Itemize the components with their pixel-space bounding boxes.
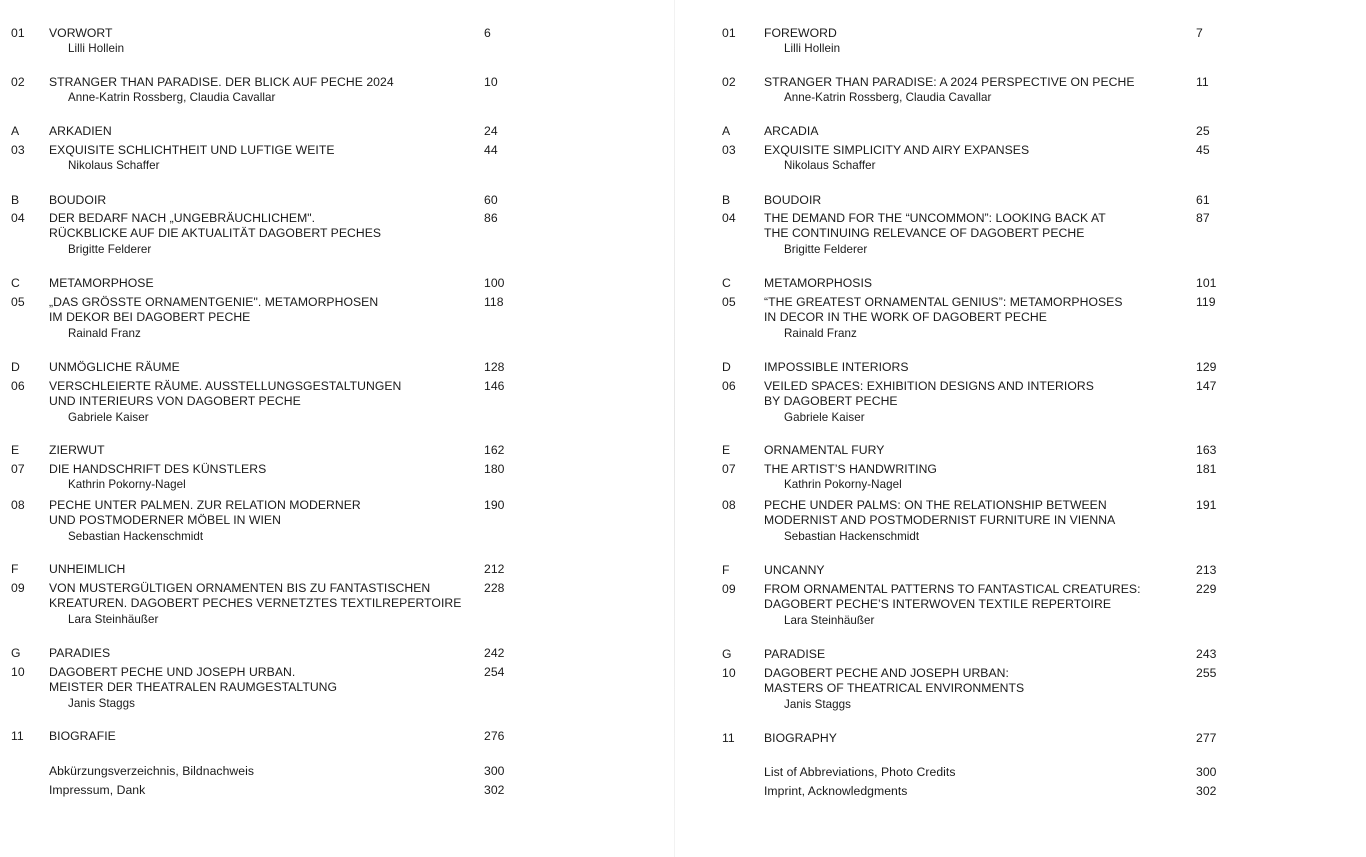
toc-entry-title: UNMÖGLICHE RÄUME [49,360,180,374]
toc-entry-number: 11 [11,729,24,743]
toc-entry-title-line2: MASTERS OF THEATRICAL ENVIRONMENTS [764,681,1025,696]
toc-entry-page-number: 87 [1196,211,1210,225]
toc-entry-title: Abkürzungsverzeichnis, Bildnachweis [49,764,254,778]
toc-entry-title: ARCADIA [764,124,819,138]
toc-entry-page-number: 7 [1196,26,1203,40]
toc-entry-page-number: 162 [484,443,505,457]
toc-entry-number: 11 [722,731,735,745]
toc-entry-number: E [722,443,731,457]
toc-entry-title: PARADISE [764,647,826,661]
toc-entry-page-number: 243 [1196,647,1217,661]
toc-entry-number: F [722,563,730,577]
toc-entry-page-number: 212 [484,562,505,576]
toc-entry-title-line2: KREATUREN. DAGOBERT PECHES VERNETZTES TEXTILREPERTOIRE [49,596,462,611]
toc-entry-author: Anne-Katrin Rossberg, Claudia Cavallar [784,91,992,105]
toc-entry-title: PECHE UNTER PALMEN. ZUR RELATION MODERNER [49,498,361,512]
toc-entry-page-number: 24 [484,124,498,138]
toc-entry-title: BIOGRAPHY [764,731,837,745]
toc-entry-page-number: 180 [484,462,505,476]
toc-entry-author: Nikolaus Schaffer [68,159,160,173]
toc-entry-number: 08 [722,498,736,512]
toc-entry-title: EXQUISITE SIMPLICITY AND AIRY EXPANSES [764,143,1030,157]
toc-entry-page-number: 242 [484,646,505,660]
toc-entry-author: Gabriele Kaiser [68,410,149,424]
toc-entry-number: G [722,647,732,661]
toc-entry-title-line2: IN DECOR IN THE WORK OF DAGOBERT PECHE [764,310,1047,325]
toc-entry-title: ZIERWUT [49,443,105,457]
toc-entry-title: UNCANNY [764,563,825,577]
toc-entry-author: Gabriele Kaiser [784,410,865,424]
toc-entry-title: FROM ORNAMENTAL PATTERNS TO FANTASTICAL CREATURES: [764,582,1141,596]
toc-entry-page-number: 190 [484,498,505,512]
toc-entry-number: A [722,124,731,138]
toc-entry-page-number: 254 [484,665,505,679]
toc-entry-number: 04 [722,211,736,225]
toc-entry-author: Lara Steinhäußer [784,613,875,627]
toc-entry-page-number: 101 [1196,276,1217,290]
toc-entry-page-number: 11 [1196,75,1209,89]
toc-entry-number: 03 [722,143,736,157]
toc-entry-page-number: 45 [1196,143,1210,157]
toc-entry-number: 05 [722,295,736,309]
toc-entry-page-number: 228 [484,581,505,595]
toc-entry-page-number: 61 [1196,193,1210,207]
toc-entry-page-number: 44 [484,143,498,157]
toc-entry-title: DER BEDARF NACH „UNGEBRÄUCHLICHEM". [49,211,316,225]
toc-entry-title-line2: BY DAGOBERT PECHE [764,394,898,409]
toc-entry-author: Kathrin Pokorny-Nagel [784,478,902,492]
toc-entry-page-number: 118 [484,295,504,309]
toc-entry-page-number: 25 [1196,124,1210,138]
toc-entry-page-number: 213 [1196,563,1217,577]
toc-entry-title-line2: IM DEKOR BEI DAGOBERT PECHE [49,310,251,325]
toc-entry-title: PECHE UNDER PALMS: ON THE RELATIONSHIP BETWEEN [764,498,1107,512]
toc-entry-author: Anne-Katrin Rossberg, Claudia Cavallar [68,91,276,105]
toc-entry-page-number: 181 [1196,462,1217,476]
toc-entry-title: IMPOSSIBLE INTERIORS [764,360,909,374]
toc-entry-number: 07 [722,462,736,476]
toc-entry-number: 04 [11,211,25,225]
toc-entry-title: PARADIES [49,646,111,660]
toc-entry-title-line2: UND INTERIEURS VON DAGOBERT PECHE [49,394,301,409]
toc-entry-title: UNHEIMLICH [49,562,126,576]
toc-entry-number: 05 [11,295,25,309]
toc-entry-number: B [11,193,20,207]
toc-entry-page-number: 191 [1196,498,1217,512]
toc-entry-page-number: 86 [484,211,498,225]
toc-entry-page-number: 276 [484,729,505,743]
toc-entry-author: Lilli Hollein [784,42,841,56]
toc-entry-number: A [11,124,20,138]
toc-entry-title: ARKADIEN [49,124,112,138]
toc-entry-title: Imprint, Acknowledgments [764,784,908,798]
toc-entry-author: Lilli Hollein [68,42,125,56]
toc-entry-number: 02 [722,75,736,89]
toc-entry-page-number: 302 [484,783,505,797]
toc-entry-page-number: 163 [1196,443,1217,457]
toc-entry-title: DAGOBERT PECHE UND JOSEPH URBAN. [49,665,296,679]
toc-entry-author: Nikolaus Schaffer [784,159,876,173]
toc-entry-page-number: 277 [1196,731,1217,745]
toc-entry-number: 01 [11,26,25,40]
toc-entry-title-line2: THE CONTINUING RELEVANCE OF DAGOBERT PECHE [764,226,1085,241]
toc-entry-title: FOREWORD [764,26,837,40]
toc-entry-number: 10 [11,665,25,679]
toc-entry-number: 09 [11,581,25,595]
toc-entry-title-line2: RÜCKBLICKE AUF DIE AKTUALITÄT DAGOBERT PECHES [49,226,382,241]
toc-entry-number: 08 [11,498,25,512]
toc-entry-title: DAGOBERT PECHE AND JOSEPH URBAN: [764,666,1009,680]
toc-entry-number: F [11,562,19,576]
toc-entry-title: STRANGER THAN PARADISE: A 2024 PERSPECTIVE ON PECHE [764,75,1135,89]
toc-entry-page-number: 6 [484,26,491,40]
toc-entry-author: Lara Steinhäußer [68,612,159,626]
toc-entry-title: METAMORPHOSIS [764,276,873,290]
toc-entry-author: Brigitte Felderer [784,242,868,256]
toc-entry-title-line2: UND POSTMODERNER MÖBEL IN WIEN [49,513,281,528]
toc-entry-number: D [722,360,731,374]
toc-entry-number: 06 [722,379,736,393]
toc-entry-number: 03 [11,143,25,157]
toc-entry-title: Impressum, Dank [49,783,146,797]
toc-entry-page-number: 119 [1196,295,1216,309]
toc-entry-author: Janis Staggs [784,697,851,711]
toc-entry-number: 10 [722,666,736,680]
toc-entry-title: VON MUSTERGÜLTIGEN ORNAMENTEN BIS ZU FANTASTISCHEN [49,581,431,595]
toc-entry-number: B [722,193,731,207]
toc-entry-title: BOUDOIR [764,193,822,207]
toc-entry-author: Brigitte Felderer [68,242,152,256]
toc-entry-page-number: 300 [484,764,505,778]
toc-entry-title: BOUDOIR [49,193,107,207]
toc-entry-title: STRANGER THAN PARADISE. DER BLICK AUF PECHE 2024 [49,75,394,89]
toc-entry-number: 07 [11,462,25,476]
toc-entry-number: 01 [722,26,736,40]
toc-entry-page-number: 128 [484,360,505,374]
toc-entry-title: List of Abbreviations, Photo Credits [764,765,956,779]
toc-entry-title-line2: MODERNIST AND POSTMODERNIST FURNITURE IN VIENNA [764,513,1116,528]
toc-entry-title: BIOGRAFIE [49,729,116,743]
toc-entry-title: VERSCHLEIERTE RÄUME. AUSSTELLUNGSGESTALTUNGEN [49,379,402,393]
toc-entry-page-number: 302 [1196,784,1217,798]
toc-entry-page-number: 255 [1196,666,1217,680]
toc-entry-number: 02 [11,75,25,89]
toc-entry-title: DIE HANDSCHRIFT DES KÜNSTLERS [49,462,267,476]
toc-entry-number: C [722,276,731,290]
toc-entry-number: G [11,646,21,660]
toc-entry-page-number: 129 [1196,360,1217,374]
toc-entry-author: Kathrin Pokorny-Nagel [68,478,186,492]
toc-entry-title: THE DEMAND FOR THE “UNCOMMON”: LOOKING BACK AT [764,211,1106,225]
toc-entry-page-number: 10 [484,75,498,89]
toc-entry-page-number: 300 [1196,765,1217,779]
toc-entry-author: Janis Staggs [68,696,135,710]
toc-entry-number: D [11,360,20,374]
toc-entry-title: THE ARTIST’S HANDWRITING [764,462,937,476]
toc-entry-title-line2: DAGOBERT PECHE’S INTERWOVEN TEXTILE REPERTOIRE [764,597,1112,612]
toc-entry-number: 06 [11,379,25,393]
toc-entry-author: Sebastian Hackenschmidt [68,529,204,543]
toc-entry-title: „DAS GRÖSSTE ORNAMENTGENIE". METAMORPHOSEN [49,295,379,309]
toc-entry-title: ORNAMENTAL FURY [764,443,885,457]
toc-entry-number: C [11,276,20,290]
toc-entry-page-number: 146 [484,379,505,393]
toc-entry-title: VEILED SPACES: EXHIBITION DESIGNS AND INTERIORS [764,379,1094,393]
toc-entry-author: Sebastian Hackenschmidt [784,529,920,543]
toc-entry-page-number: 60 [484,193,498,207]
toc-entry-number: E [11,443,20,457]
toc-entry-author: Rainald Franz [784,326,857,340]
toc-entry-title-line2: MEISTER DER THEATRALEN RAUMGESTALTUNG [49,680,338,695]
toc-entry-title: METAMORPHOSE [49,276,154,290]
toc-entry-number: 09 [722,582,736,596]
toc-entry-title: “THE GREATEST ORNAMENTAL GENIUS”: METAMORPHOSES [764,295,1123,309]
toc-entry-title: EXQUISITE SCHLICHTHEIT UND LUFTIGE WEITE [49,143,335,157]
toc-entry-page-number: 147 [1196,379,1217,393]
toc-entry-page-number: 229 [1196,582,1217,596]
page-gutter [674,0,675,857]
toc-entry-title: VORWORT [49,26,113,40]
toc-entry-author: Rainald Franz [68,326,141,340]
toc-entry-page-number: 100 [484,276,505,290]
